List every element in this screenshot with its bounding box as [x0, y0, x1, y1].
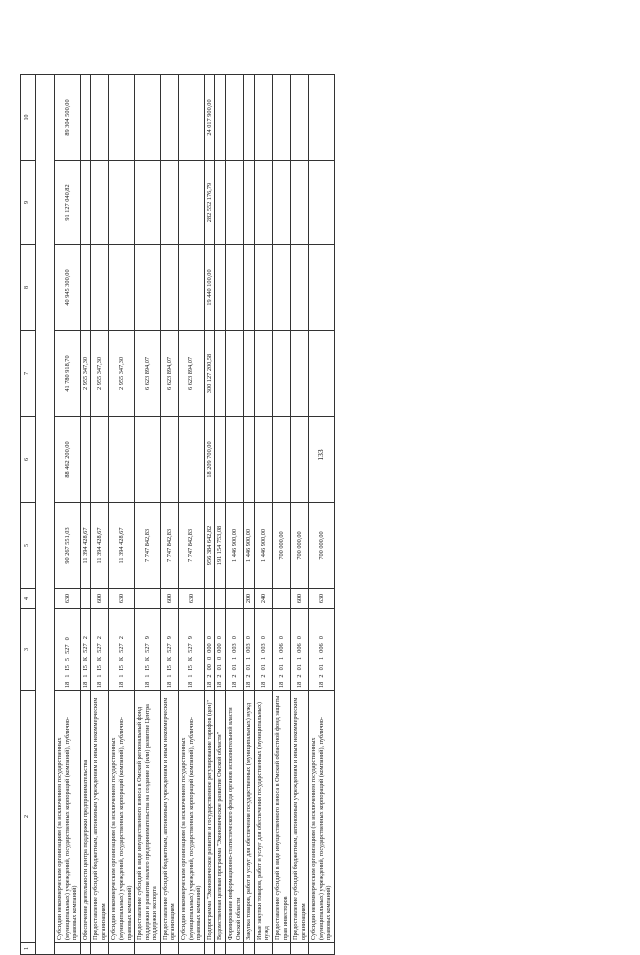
amount-col9	[160, 161, 178, 245]
amount-col5: 956 384 642,82	[204, 503, 215, 589]
amount-col7: 2 955 347,30	[80, 331, 91, 417]
amount-col5: 7 747 842,83	[135, 503, 161, 589]
col-header: 10	[21, 75, 36, 161]
amount-col8	[160, 245, 178, 331]
expense-type: 200	[244, 589, 255, 609]
table-row	[178, 75, 204, 955]
row-number-cell	[109, 943, 135, 955]
col-header: 5	[21, 503, 36, 589]
amount-col6: 18 209 700,00	[204, 417, 215, 503]
table-header-row	[21, 75, 36, 955]
amount-col6	[160, 417, 178, 503]
amount-col7	[244, 331, 255, 417]
amount-col6	[291, 417, 309, 503]
amount-col7	[215, 331, 226, 417]
amount-col8	[91, 245, 109, 331]
table-row	[291, 75, 309, 955]
amount-col9	[244, 161, 255, 245]
row-description: Ведомственная целевая программа "Экономическое развитие Омской области"	[215, 691, 226, 943]
row-description: Предоставление субсидий бюджетным, автономным учреждениям и иным некоммерческим организациям	[91, 691, 109, 943]
budget-code: 18 2 01 1 003 0	[244, 609, 255, 691]
expense-type	[204, 589, 215, 609]
amount-col10	[254, 75, 272, 161]
amount-col6	[272, 417, 290, 503]
amount-col8	[215, 245, 226, 331]
amount-col5: 191 154 753,08	[215, 503, 226, 589]
table-row	[244, 75, 255, 955]
amount-col10	[272, 75, 290, 161]
budget-table	[20, 74, 335, 955]
amount-col7	[226, 331, 244, 417]
row-number-cell	[254, 943, 272, 955]
amount-col6	[215, 417, 226, 503]
amount-col5: 11 394 428,67	[109, 503, 135, 589]
expense-type	[226, 589, 244, 609]
page-number: 133	[316, 449, 325, 461]
table-row	[80, 75, 91, 955]
amount-col7: 2 955 347,30	[91, 331, 109, 417]
amount-col10: 89 304 500,00	[55, 75, 81, 161]
budget-code: 18 2 01 1 006 0	[309, 609, 335, 691]
col-header: 2	[21, 691, 36, 943]
row-description: Формирование информационно-статистического фонда органов исполнительной власти Омской области	[226, 691, 244, 943]
row-number-cell	[178, 943, 204, 955]
row-description: Субсидии некоммерческим организациям (за исключением государственных (муниципальных) учреждений, государственных корпораций (компаний), публично-правовых компаний)	[55, 691, 81, 943]
expense-type: 600	[160, 589, 178, 609]
row-description: Предоставление субсидий в виде имущественного взноса в Омский региональный фонд поддержки и развития малого предпринимательства на создание и (или) развитие Центра поддержки экспорта	[135, 691, 161, 943]
amount-col8	[272, 245, 290, 331]
expense-type	[215, 589, 226, 609]
expense-type: 630	[109, 589, 135, 609]
amount-col6	[135, 417, 161, 503]
amount-col7: 6 623 894,07	[160, 331, 178, 417]
amount-col9	[135, 161, 161, 245]
row-description: Предоставление субсидий бюджетным, автономным учреждениям и иным некоммерческим организациям	[291, 691, 309, 943]
amount-col9	[215, 161, 226, 245]
amount-col6	[178, 417, 204, 503]
row-number-cell	[91, 943, 109, 955]
amount-col10	[291, 75, 309, 161]
amount-col9	[109, 161, 135, 245]
amount-col9	[291, 161, 309, 245]
amount-col7: 41 780 918,70	[55, 331, 81, 417]
amount-col5: 700 000,00	[291, 503, 309, 589]
amount-col10	[244, 75, 255, 161]
amount-col9: 282 552 176,79	[204, 161, 215, 245]
row-description: Иные закупки товаров, работ и услуг для обеспечения государственных (муниципальных) нужд	[254, 691, 272, 943]
expense-type	[272, 589, 290, 609]
amount-col10	[109, 75, 135, 161]
amount-col8	[291, 245, 309, 331]
col-header: 1	[21, 943, 36, 955]
col-header: 7	[21, 331, 36, 417]
amount-col6	[91, 417, 109, 503]
budget-code: 18 2 01 1 006 0	[272, 609, 290, 691]
expense-type: 240	[254, 589, 272, 609]
amount-col6	[226, 417, 244, 503]
budget-code: 18 1 I5 К 527 2	[91, 609, 109, 691]
row-number-cell	[215, 943, 226, 955]
table-row	[226, 75, 244, 955]
budget-code: 18 1 I5 5 527 0	[55, 609, 81, 691]
empty-cell	[36, 75, 55, 955]
amount-col5: 7 747 842,83	[178, 503, 204, 589]
expense-type	[135, 589, 161, 609]
table-row	[55, 75, 81, 955]
amount-col5: 11 394 428,67	[91, 503, 109, 589]
amount-col10: 24 017 900,00	[204, 75, 215, 161]
table-row	[309, 75, 335, 955]
budget-table-rotated	[20, 75, 530, 955]
amount-col10	[215, 75, 226, 161]
amount-col7	[254, 331, 272, 417]
amount-col6	[309, 417, 335, 503]
amount-col10	[226, 75, 244, 161]
amount-col9	[272, 161, 290, 245]
row-description: Закупка товаров, работ и услуг для обеспечения государственных (муниципальных) нужд	[244, 691, 255, 943]
amount-col7: 6 623 894,07	[178, 331, 204, 417]
amount-col9	[80, 161, 91, 245]
amount-col9	[309, 161, 335, 245]
amount-col8	[80, 245, 91, 331]
row-description: Субсидии некоммерческим организациям (за исключением государственных (муниципальных) учреждений, государственных корпораций (компаний), публично-правовых компаний)	[309, 691, 335, 943]
amount-col8	[109, 245, 135, 331]
col-header: 6	[21, 417, 36, 503]
amount-col7: 2 955 347,30	[109, 331, 135, 417]
budget-code: 18 2 01 1 003 0	[226, 609, 244, 691]
budget-code: 18 1 I5 К 527 9	[135, 609, 161, 691]
amount-col5: 1 446 900,00	[254, 503, 272, 589]
table-empty-row	[36, 75, 55, 955]
table-row	[160, 75, 178, 955]
table-row	[272, 75, 290, 955]
amount-col8	[254, 245, 272, 331]
row-number-cell	[309, 943, 335, 955]
budget-code: 18 1 I5 К 527 9	[178, 609, 204, 691]
row-description: Обеспечение деятельности центра поддержки предпринимательства	[80, 691, 91, 943]
amount-col10	[160, 75, 178, 161]
row-number-cell	[291, 943, 309, 955]
amount-col5: 1 446 900,00	[244, 503, 255, 589]
amount-col8	[135, 245, 161, 331]
amount-col8: 40 945 300,00	[55, 245, 81, 331]
amount-col6	[254, 417, 272, 503]
col-header: 3	[21, 609, 36, 691]
row-description: Субсидии некоммерческим организациям (за исключением государственных (муниципальных) учреждений, государственных корпораций (компаний), публично-правовых компаний)	[178, 691, 204, 943]
table-row	[215, 75, 226, 955]
amount-col9	[254, 161, 272, 245]
row-number-cell	[272, 943, 290, 955]
amount-col7: 300 127 200,58	[204, 331, 215, 417]
row-description: Субсидии некоммерческим организациям (за исключением государственных (муниципальных) учреждений, государственных корпораций (компаний), публично-правовых компаний)	[109, 691, 135, 943]
table-row	[109, 75, 135, 955]
amount-col7	[272, 331, 290, 417]
amount-col10	[135, 75, 161, 161]
amount-col9	[91, 161, 109, 245]
col-header: 4	[21, 589, 36, 609]
row-number-cell	[226, 943, 244, 955]
row-number-cell	[244, 943, 255, 955]
amount-col9	[226, 161, 244, 245]
expense-type: 630	[309, 589, 335, 609]
budget-code: 18 1 I5 К 527 2	[109, 609, 135, 691]
expense-type	[80, 589, 91, 609]
row-description: Подпрограмма "Экономическое развитие и государственное регулирование тарифов (цен)"	[204, 691, 215, 943]
amount-col8: 19 440 100,00	[204, 245, 215, 331]
amount-col5: 11 394 428,67	[80, 503, 91, 589]
amount-col6	[244, 417, 255, 503]
amount-col6	[109, 417, 135, 503]
budget-code: 18 1 I5 К 527 2	[80, 609, 91, 691]
amount-col5: 700 000,00	[309, 503, 335, 589]
row-number-cell	[160, 943, 178, 955]
amount-col10	[178, 75, 204, 161]
table-row	[254, 75, 272, 955]
amount-col5: 1 446 900,00	[226, 503, 244, 589]
expense-type: 630	[55, 589, 81, 609]
row-description: Предоставление субсидий в виде имущественного взноса в Омский областной фонд защиты прав инвесторов	[272, 691, 290, 943]
amount-col10	[91, 75, 109, 161]
amount-col8	[244, 245, 255, 331]
row-number-cell	[204, 943, 215, 955]
row-number-cell	[135, 943, 161, 955]
table-row	[135, 75, 161, 955]
amount-col9	[178, 161, 204, 245]
table-body	[21, 75, 335, 955]
expense-type: 630	[178, 589, 204, 609]
amount-col7	[309, 331, 335, 417]
amount-col9: 91 127 040,82	[55, 161, 81, 245]
col-header: 9	[21, 161, 36, 245]
amount-col7	[291, 331, 309, 417]
row-number-cell	[80, 943, 91, 955]
table-row	[204, 75, 215, 955]
amount-col8	[226, 245, 244, 331]
budget-code: 18 2 00 0 000 0	[204, 609, 215, 691]
row-description: Предоставление субсидий бюджетным, автономным учреждениям и иным некоммерческим организациям	[160, 691, 178, 943]
amount-col8	[178, 245, 204, 331]
amount-col5: 700 000,00	[272, 503, 290, 589]
budget-code: 18 1 I5 К 527 9	[160, 609, 178, 691]
amount-col10	[309, 75, 335, 161]
expense-type: 600	[91, 589, 109, 609]
amount-col6: 88 462 200,00	[55, 417, 81, 503]
amount-col6	[80, 417, 91, 503]
expense-type: 600	[291, 589, 309, 609]
budget-code: 18 2 01 1 006 0	[291, 609, 309, 691]
amount-col5: 90 267 551,03	[55, 503, 81, 589]
table-row	[91, 75, 109, 955]
budget-code: 18 2 01 1 003 0	[254, 609, 272, 691]
amount-col8	[309, 245, 335, 331]
col-header: 8	[21, 245, 36, 331]
amount-col5: 7 747 842,83	[160, 503, 178, 589]
amount-col7: 6 623 894,07	[135, 331, 161, 417]
budget-code: 18 2 01 0 000 0	[215, 609, 226, 691]
amount-col10	[80, 75, 91, 161]
row-number-cell	[55, 943, 81, 955]
